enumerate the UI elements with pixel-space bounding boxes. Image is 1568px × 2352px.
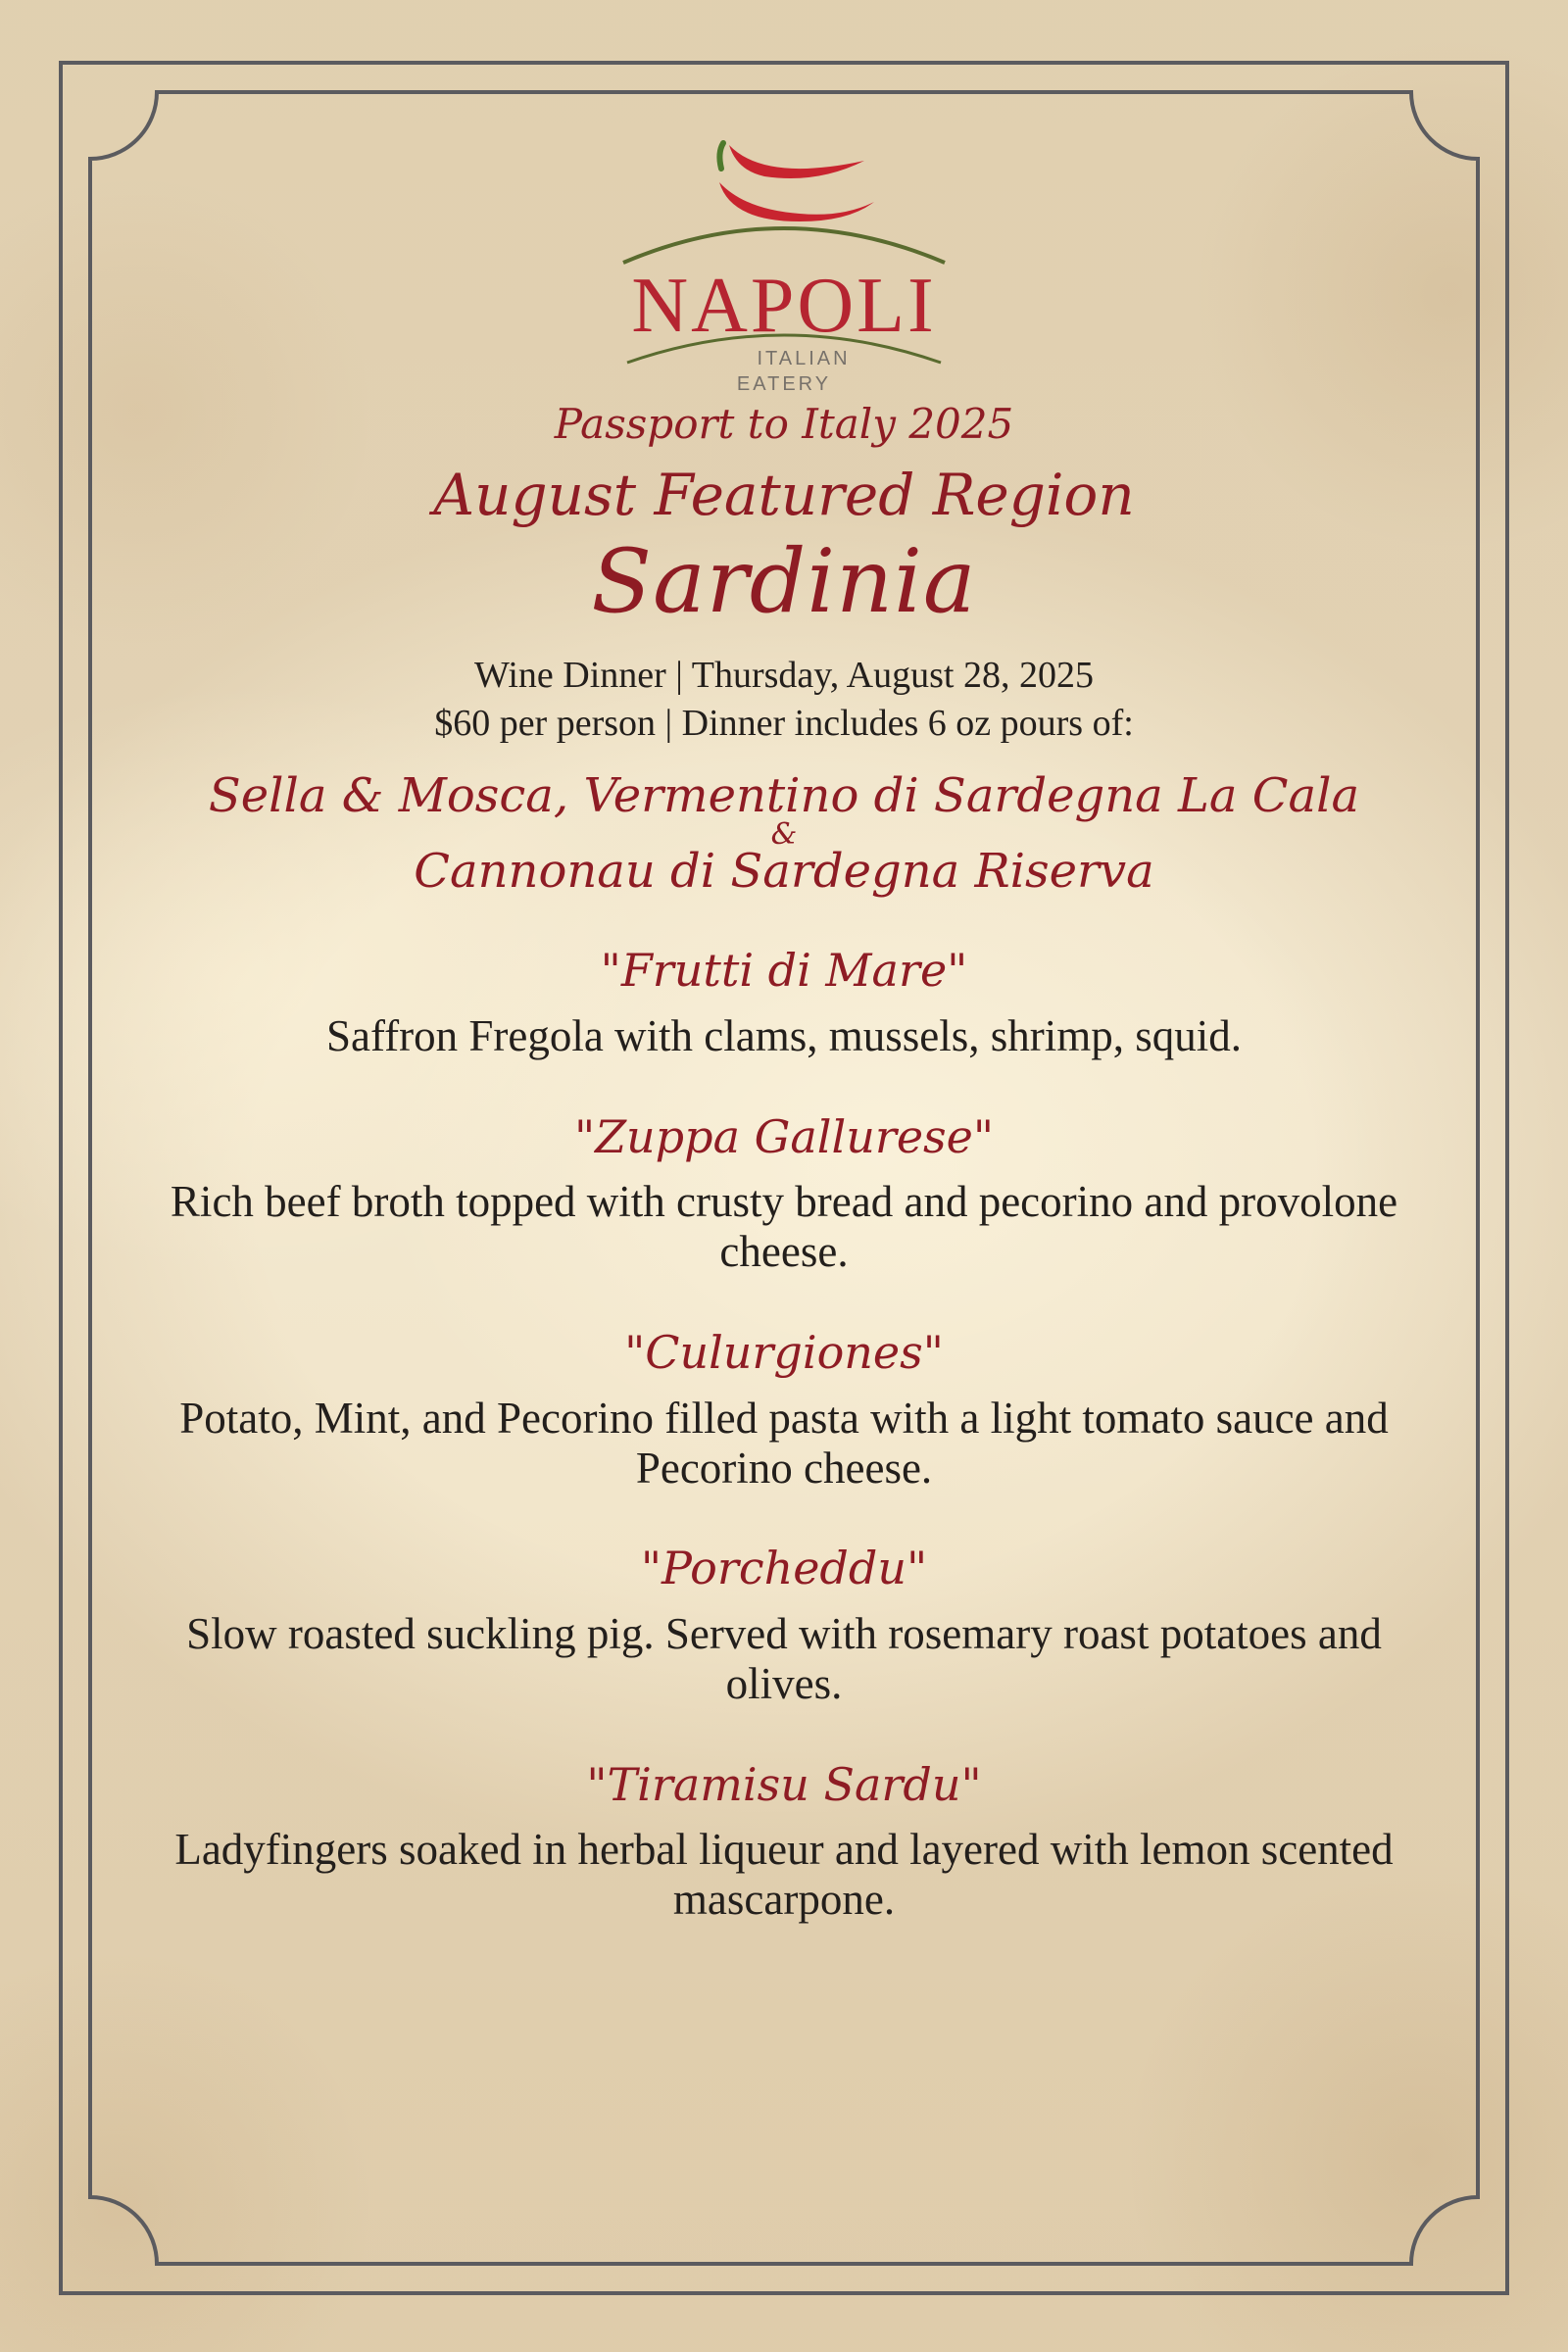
featured-label: August Featured Region xyxy=(433,462,1135,529)
brand-name: NAPOLI xyxy=(631,263,937,349)
logo-pepper-bottom xyxy=(719,182,874,221)
course-title: "Frutti di Mare" xyxy=(600,944,968,998)
region-title: Sardinia xyxy=(591,529,977,633)
course-description: Slow roasted suckling pig. Served with rosemary roast potatoes and olives. xyxy=(186,1608,1382,1708)
event-price-line: $60 per person | Dinner includes 6 oz pours of: xyxy=(434,703,1134,745)
course-title: "Porcheddu" xyxy=(640,1542,928,1595)
logo-pepper-top xyxy=(729,145,864,178)
course-title: "Culurgiones" xyxy=(624,1326,944,1380)
brand-tagline-italian: ITALIAN xyxy=(757,348,851,369)
wine-one: Sella & Mosca, Vermentino di Sardegna La Cala xyxy=(208,767,1360,823)
brand-tagline-eatery: EATERY xyxy=(736,373,832,395)
logo-pepper-stem xyxy=(719,143,723,169)
wine-two: Cannonau di Sardegna Riserva xyxy=(414,843,1154,899)
event-series-title: Passport to Italy 2025 xyxy=(554,400,1014,448)
course-description: Potato, Mint, and Pecorino filled pasta with a light tomato sauce and Pecorino cheese. xyxy=(179,1393,1389,1493)
course-title: "Tiramisu Sardu" xyxy=(586,1757,982,1811)
event-date-line: Wine Dinner | Thursday, August 28, 2025 xyxy=(474,654,1094,696)
course-title: "Zuppa Gallurese" xyxy=(573,1109,995,1163)
menu-content xyxy=(108,402,1460,1925)
logo-green-arch xyxy=(623,228,945,263)
wine-connector: & xyxy=(770,816,798,852)
course-description: Saffron Fregola with clams, mussels, shrimp, squid. xyxy=(325,1010,1243,1060)
course-description: Ladyfingers soaked in herbal liqueur and layered with lemon scented mascarpone. xyxy=(174,1825,1394,1925)
course-description: Rich beef broth topped with crusty bread and pecorino and provolone cheese. xyxy=(170,1177,1398,1277)
